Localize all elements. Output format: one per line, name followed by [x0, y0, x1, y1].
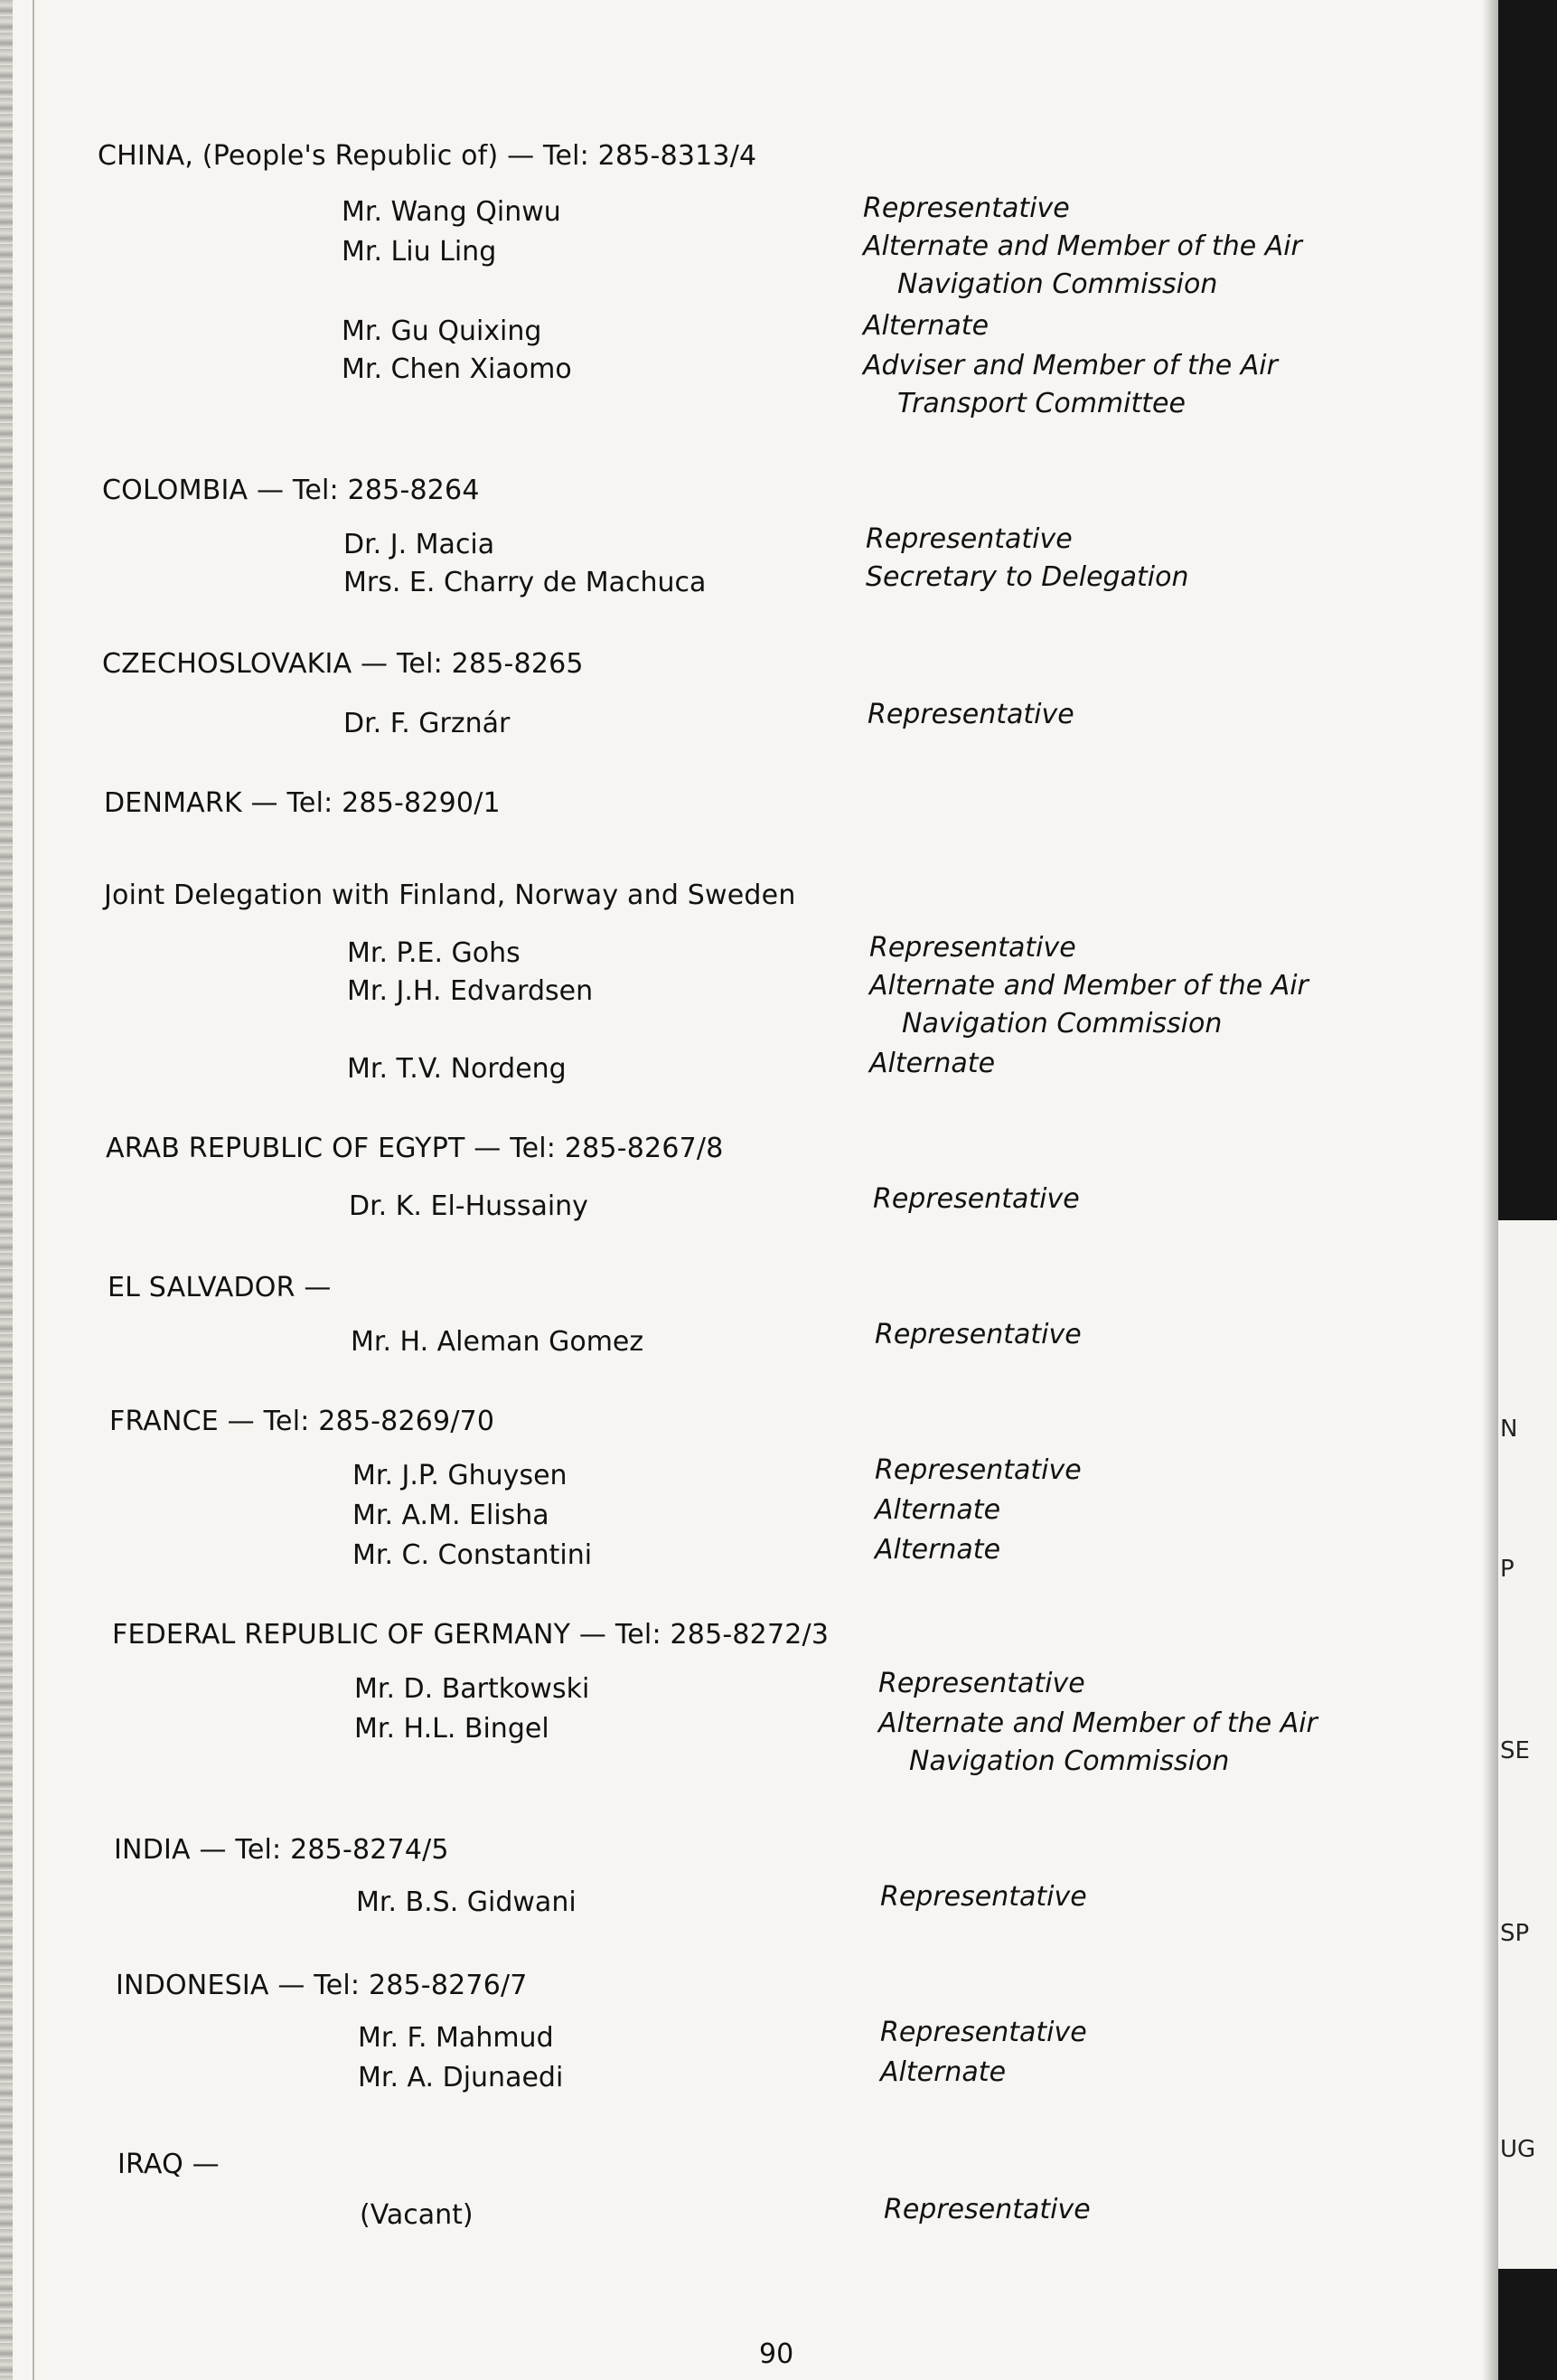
delegate-role-continued: Transport Committee: [897, 388, 1186, 419]
binding-line: [33, 0, 34, 2380]
delegate-name: (Vacant): [360, 2199, 474, 2231]
delegate-role: Representative: [869, 932, 1076, 964]
section-heading-joint-delegation: Joint Delegation with Finland, Norway and Sweden: [104, 880, 796, 911]
delegate-name: Mr. A.M. Elisha: [352, 1500, 549, 1531]
delegate-role: Adviser and Member of the Air: [863, 350, 1278, 381]
delegate-name: Mr. Liu Ling: [342, 236, 497, 268]
delegate-name: Mr. J.P. Ghuysen: [352, 1460, 567, 1491]
adjacent-page-text: P: [1500, 1556, 1515, 1583]
delegate-name: Mr. J.H. Edvardsen: [347, 975, 594, 1007]
delegate-role: Alternate: [869, 1048, 996, 1079]
delegate-name: Mr. T.V. Nordeng: [347, 1053, 567, 1085]
delegate-role: Representative: [880, 1881, 1087, 1913]
section-heading-denmark: DENMARK — Tel: 285-8290/1: [104, 787, 501, 819]
section-heading-india: INDIA — Tel: 285-8274/5: [114, 1834, 449, 1866]
section-heading-germany: FEDERAL REPUBLIC OF GERMANY — Tel: 285-8272/3: [112, 1619, 830, 1651]
delegate-name: Mr. F. Mahmud: [358, 2022, 554, 2054]
adjacent-page-text: SE: [1500, 1737, 1530, 1764]
delegate-role: Alternate and Member of the Air: [863, 230, 1302, 262]
delegate-role-continued: Navigation Commission: [909, 1745, 1230, 1777]
delegate-name: Mr. Wang Qinwu: [342, 196, 561, 228]
delegate-name: Mr. H. Aleman Gomez: [351, 1326, 644, 1358]
delegate-role: Alternate: [880, 2056, 1007, 2088]
section-heading-el-salvador: EL SALVADOR —: [108, 1272, 332, 1303]
delegate-name: Dr. K. El-Hussainy: [349, 1190, 588, 1222]
delegate-role-continued: Navigation Commission: [897, 268, 1218, 300]
adjacent-page-text: N: [1500, 1416, 1518, 1443]
delegate-role: Representative: [873, 1183, 1080, 1215]
delegate-role: Representative: [878, 1668, 1085, 1699]
delegate-role: Representative: [880, 2017, 1087, 2048]
delegate-name: Mr. C. Constantini: [352, 1539, 593, 1571]
section-heading-colombia: COLOMBIA — Tel: 285-8264: [102, 475, 480, 506]
delegate-name: Dr. F. Grznár: [343, 708, 511, 739]
section-heading-czechoslovakia: CZECHOSLOVAKIA — Tel: 285-8265: [102, 648, 584, 680]
section-heading-iraq: IRAQ —: [117, 2149, 220, 2180]
delegate-role: Representative: [875, 1454, 1082, 1486]
delegate-name: Mr. Gu Quixing: [342, 315, 542, 347]
delegate-role: Representative: [863, 193, 1070, 224]
section-heading-france: FRANCE — Tel: 285-8269/70: [109, 1406, 495, 1437]
delegate-role: Alternate: [875, 1534, 1001, 1566]
delegate-name: Mr. H.L. Bingel: [354, 1713, 549, 1745]
delegate-role: Alternate and Member of the Air: [878, 1707, 1318, 1739]
delegate-name: Dr. J. Macia: [343, 529, 495, 560]
adjacent-page-text: UG: [1500, 2136, 1536, 2163]
binding-edge: [0, 0, 13, 2380]
page-gutter-shadow: [1482, 0, 1498, 2380]
delegate-role: Alternate: [863, 310, 990, 342]
delegate-name: Mr. B.S. Gidwani: [356, 1886, 577, 1918]
delegate-role: Representative: [866, 523, 1073, 555]
page-number: 90: [759, 2338, 794, 2370]
adjacent-page-text: SP: [1500, 1920, 1530, 1947]
delegate-role: Secretary to Delegation: [866, 561, 1189, 593]
delegate-role: Alternate: [875, 1494, 1001, 1526]
delegate-name: Mr. P.E. Gohs: [347, 937, 521, 969]
delegate-name: Mr. D. Bartkowski: [354, 1673, 590, 1705]
section-heading-indonesia: INDONESIA — Tel: 285-8276/7: [116, 1970, 528, 2001]
delegate-role: Alternate and Member of the Air: [869, 970, 1308, 1002]
delegate-role: Representative: [884, 2194, 1091, 2225]
delegate-name: Mr. Chen Xiaomo: [342, 353, 572, 385]
delegate-role: Representative: [875, 1319, 1082, 1350]
delegate-name: Mr. A. Djunaedi: [358, 2062, 564, 2093]
delegate-name: Mrs. E. Charry de Machuca: [343, 567, 707, 598]
section-heading-china: CHINA, (People's Republic of) — Tel: 285-8313/4: [98, 140, 757, 172]
delegate-role: Representative: [868, 699, 1074, 730]
delegate-role-continued: Navigation Commission: [902, 1008, 1223, 1039]
section-heading-egypt: ARAB REPUBLIC OF EGYPT — Tel: 285-8267/8: [106, 1133, 724, 1164]
